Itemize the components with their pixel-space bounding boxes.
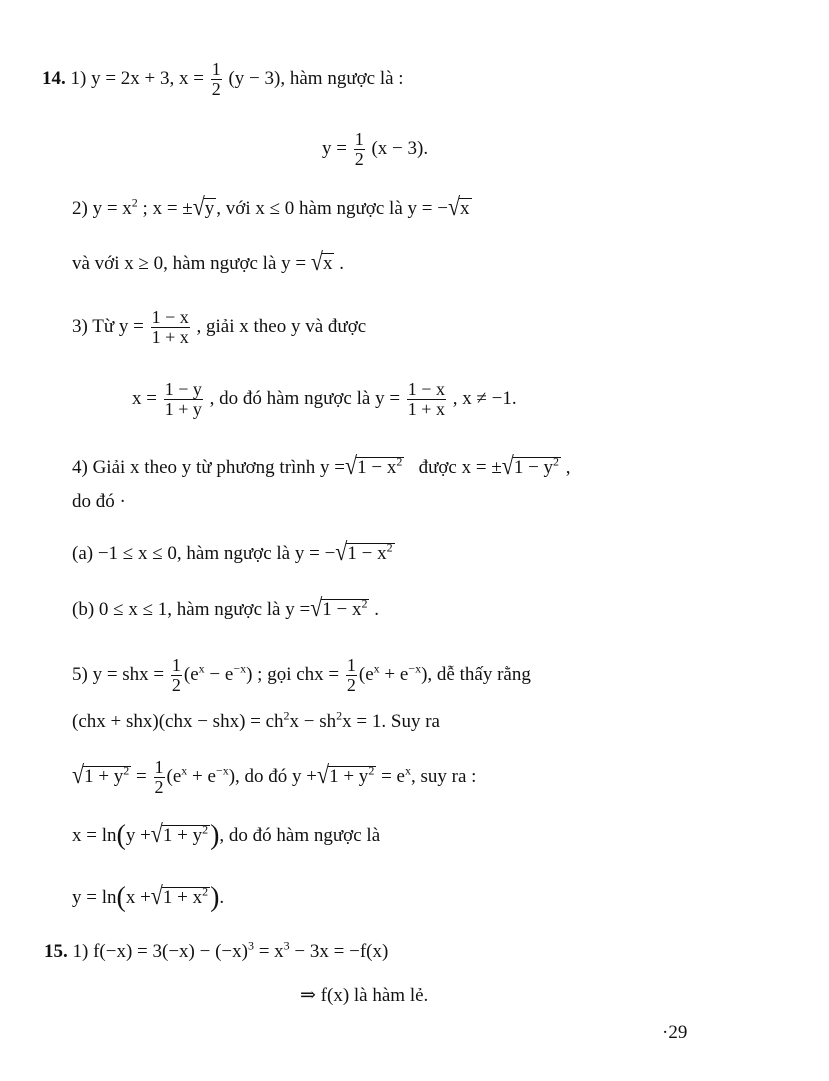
- sqrt: x: [460, 198, 470, 219]
- fraction: [346, 656, 357, 695]
- text: 1 − y: [513, 457, 554, 478]
- text: x − sh: [289, 711, 337, 732]
- den: 2: [154, 777, 164, 797]
- exercise-14-label: 14.: [42, 67, 66, 89]
- text: 1 + y: [84, 765, 124, 787]
- ex15-line1: 15. 1) $f(-x) = 3(-x) - (-x)^3 = x^3 - 3x = -f(x)$: [44, 938, 389, 962]
- text: ⇒ f(x) là hàm lẻ.: [300, 985, 429, 1006]
- ex14-line4: và với x ≥ 0, hàm ngược là y = √x .: [72, 247, 344, 276]
- ex14-line10: (b) 0 ≤ x ≤ 1, hàm ngược là $y =√1 - x^2$ .: [72, 593, 379, 622]
- radical-icon: √: [501, 451, 514, 480]
- radical-icon: √: [150, 819, 163, 848]
- text: x = 1. Suy ra: [342, 711, 440, 732]
- ex14-line7: 4) Giải x theo y từ phương trình $y =√1 - x^2$ được $x = \pm√1 - y^2$ ,: [72, 451, 571, 480]
- page-number: ·29: [662, 1022, 688, 1043]
- num: 1: [154, 757, 164, 777]
- ex14-line11: 5) y = shx = $\frac{1}{2}$ $(e^x - e^{-x})$ ; gọi chx = $\frac{1}{2}$ $(e^x + e^{-x})$, dễ thấy rằng: [72, 655, 531, 695]
- fraction: [171, 656, 182, 695]
- text: ), do đó y +: [228, 765, 318, 787]
- num: 1: [354, 129, 364, 149]
- radical-icon: √: [335, 537, 348, 566]
- fraction: [151, 308, 190, 347]
- text: ; x = ±: [137, 198, 193, 219]
- text: = e: [376, 765, 405, 787]
- text: + e: [379, 663, 409, 685]
- text: (e: [183, 663, 199, 685]
- num: 1 − x: [407, 379, 445, 399]
- text: do đó ·: [72, 491, 126, 512]
- radical-icon: √: [310, 593, 323, 622]
- text: 1 + y: [329, 765, 369, 787]
- text: 4) Giải x theo y từ phương trình y =: [72, 457, 346, 478]
- ex14-line2: [322, 130, 428, 169]
- text: , suy ra :: [410, 765, 477, 787]
- fraction: [164, 380, 203, 419]
- ex14-line13: $√1 + y^2$ = $\frac{1}{2}$ $(e^x + e^{-x})$, do đó $y +√1 + y^2 = e^x$, suy ra :: [72, 757, 477, 797]
- radical-icon: √: [192, 192, 205, 221]
- ex14-line15: $y = \ln(x +√1 + x^2)$.: [72, 881, 225, 913]
- den: 2: [211, 79, 221, 99]
- ex14-line1: [42, 60, 404, 99]
- fraction: [354, 130, 365, 169]
- text: 1 − x: [357, 457, 397, 478]
- num: 1 − y: [164, 379, 202, 399]
- ex14-line12: $(chx + shx)(chx - shx) = ch^2x - sh^2x = 1$. Suy ra: [72, 708, 440, 732]
- den: 1 + x: [407, 399, 445, 419]
- sqrt: $1 + x^2$: [162, 884, 209, 908]
- text: + e: [187, 765, 216, 787]
- sqrt: $1 + y^2$: [84, 763, 130, 787]
- text: y = ln: [72, 887, 117, 908]
- text: , do đó hàm ngược là y =: [209, 387, 401, 409]
- radical-icon: √: [72, 759, 85, 789]
- ex15-line2: [300, 984, 428, 1008]
- sqrt: $1 + y^2$: [329, 763, 375, 787]
- text: (a) −1 ≤ x ≤ 0, hàm ngược là y = −: [72, 543, 336, 564]
- text: 2) y = x: [72, 198, 132, 219]
- radical-icon: √: [447, 192, 461, 221]
- sqrt: $1 - y^2$: [513, 454, 560, 478]
- ex14-line5: [72, 308, 366, 347]
- text: 1) y = 2x + 3, x =: [70, 67, 204, 89]
- ex14-line8: [72, 490, 126, 514]
- den: 2: [171, 675, 181, 695]
- ex14-line3: 2) $y = x^2$ ; x = ±√y , với x ≤ 0 hàm ngược là y = −√x: [72, 192, 470, 221]
- radical-icon: √: [317, 759, 330, 789]
- text: 3) Từ y =: [72, 315, 144, 337]
- radical-icon: √: [150, 881, 163, 910]
- fraction: [154, 758, 165, 797]
- text: 5) y = shx =: [72, 663, 165, 685]
- text: 1 + x: [162, 887, 203, 908]
- text: , giải x theo y và được: [196, 315, 367, 337]
- text: , do đó hàm ngược là: [219, 825, 381, 846]
- ex14-line14: $x = \ln(y +√1 + y^2)$, do đó hàm ngược là: [72, 819, 381, 851]
- text: y =: [322, 137, 347, 159]
- text: = x: [253, 941, 284, 962]
- ex14-line9: [72, 537, 395, 566]
- text: x = ln: [72, 825, 117, 846]
- sqrt: $1 - x^2$: [322, 596, 368, 620]
- exercise-15-label: 15.: [44, 941, 68, 962]
- fraction: [211, 60, 222, 99]
- num: 1 − x: [151, 307, 189, 327]
- text: (b) 0 ≤ x ≤ 1, hàm ngược là y =: [72, 599, 311, 620]
- sqrt: y: [204, 198, 215, 219]
- num: 1: [211, 59, 221, 79]
- radical-icon: √: [345, 451, 358, 480]
- text: (chx + shx)(chx − shx) = ch: [72, 711, 284, 732]
- sqrt: $1 - x^2$: [357, 454, 403, 478]
- text: − 3x = −f(x): [289, 941, 389, 962]
- text: ) ; gọi chx =: [246, 663, 340, 685]
- text: (y − 3), hàm ngược là :: [228, 67, 404, 89]
- text: 1 + y: [162, 825, 203, 846]
- text: ), dễ thấy rằng: [421, 663, 531, 685]
- text: 1 − x: [322, 599, 362, 620]
- sqrt: $1 - x^2$: [347, 540, 393, 564]
- text: được x = ±: [418, 457, 502, 478]
- den: 1 + x: [151, 327, 189, 347]
- text: và với x ≥ 0, hàm ngược là y =: [72, 253, 311, 274]
- text: 1 − x: [347, 543, 387, 564]
- text: (x − 3).: [371, 137, 429, 159]
- text: , với x ≤ 0 hàm ngược là y = −: [216, 198, 448, 219]
- ex14-line6: [132, 380, 517, 419]
- sqrt: x: [322, 253, 333, 274]
- text: x =: [132, 387, 157, 409]
- den: 2: [354, 149, 364, 169]
- text: =: [136, 765, 147, 787]
- text: (e: [358, 663, 374, 685]
- sqrt: $1 + y^2$: [162, 822, 209, 846]
- fraction: [407, 380, 446, 419]
- radical-icon: √: [310, 247, 323, 276]
- text: − e: [204, 663, 234, 685]
- text: 1) f(−x) = 3(−x) − (−x): [72, 941, 248, 962]
- text: (e: [166, 765, 182, 787]
- num: 1: [171, 655, 181, 675]
- num: 1: [346, 655, 356, 675]
- text: , x ≠ −1.: [452, 387, 517, 409]
- den: 2: [346, 675, 356, 695]
- den: 1 + y: [164, 399, 202, 419]
